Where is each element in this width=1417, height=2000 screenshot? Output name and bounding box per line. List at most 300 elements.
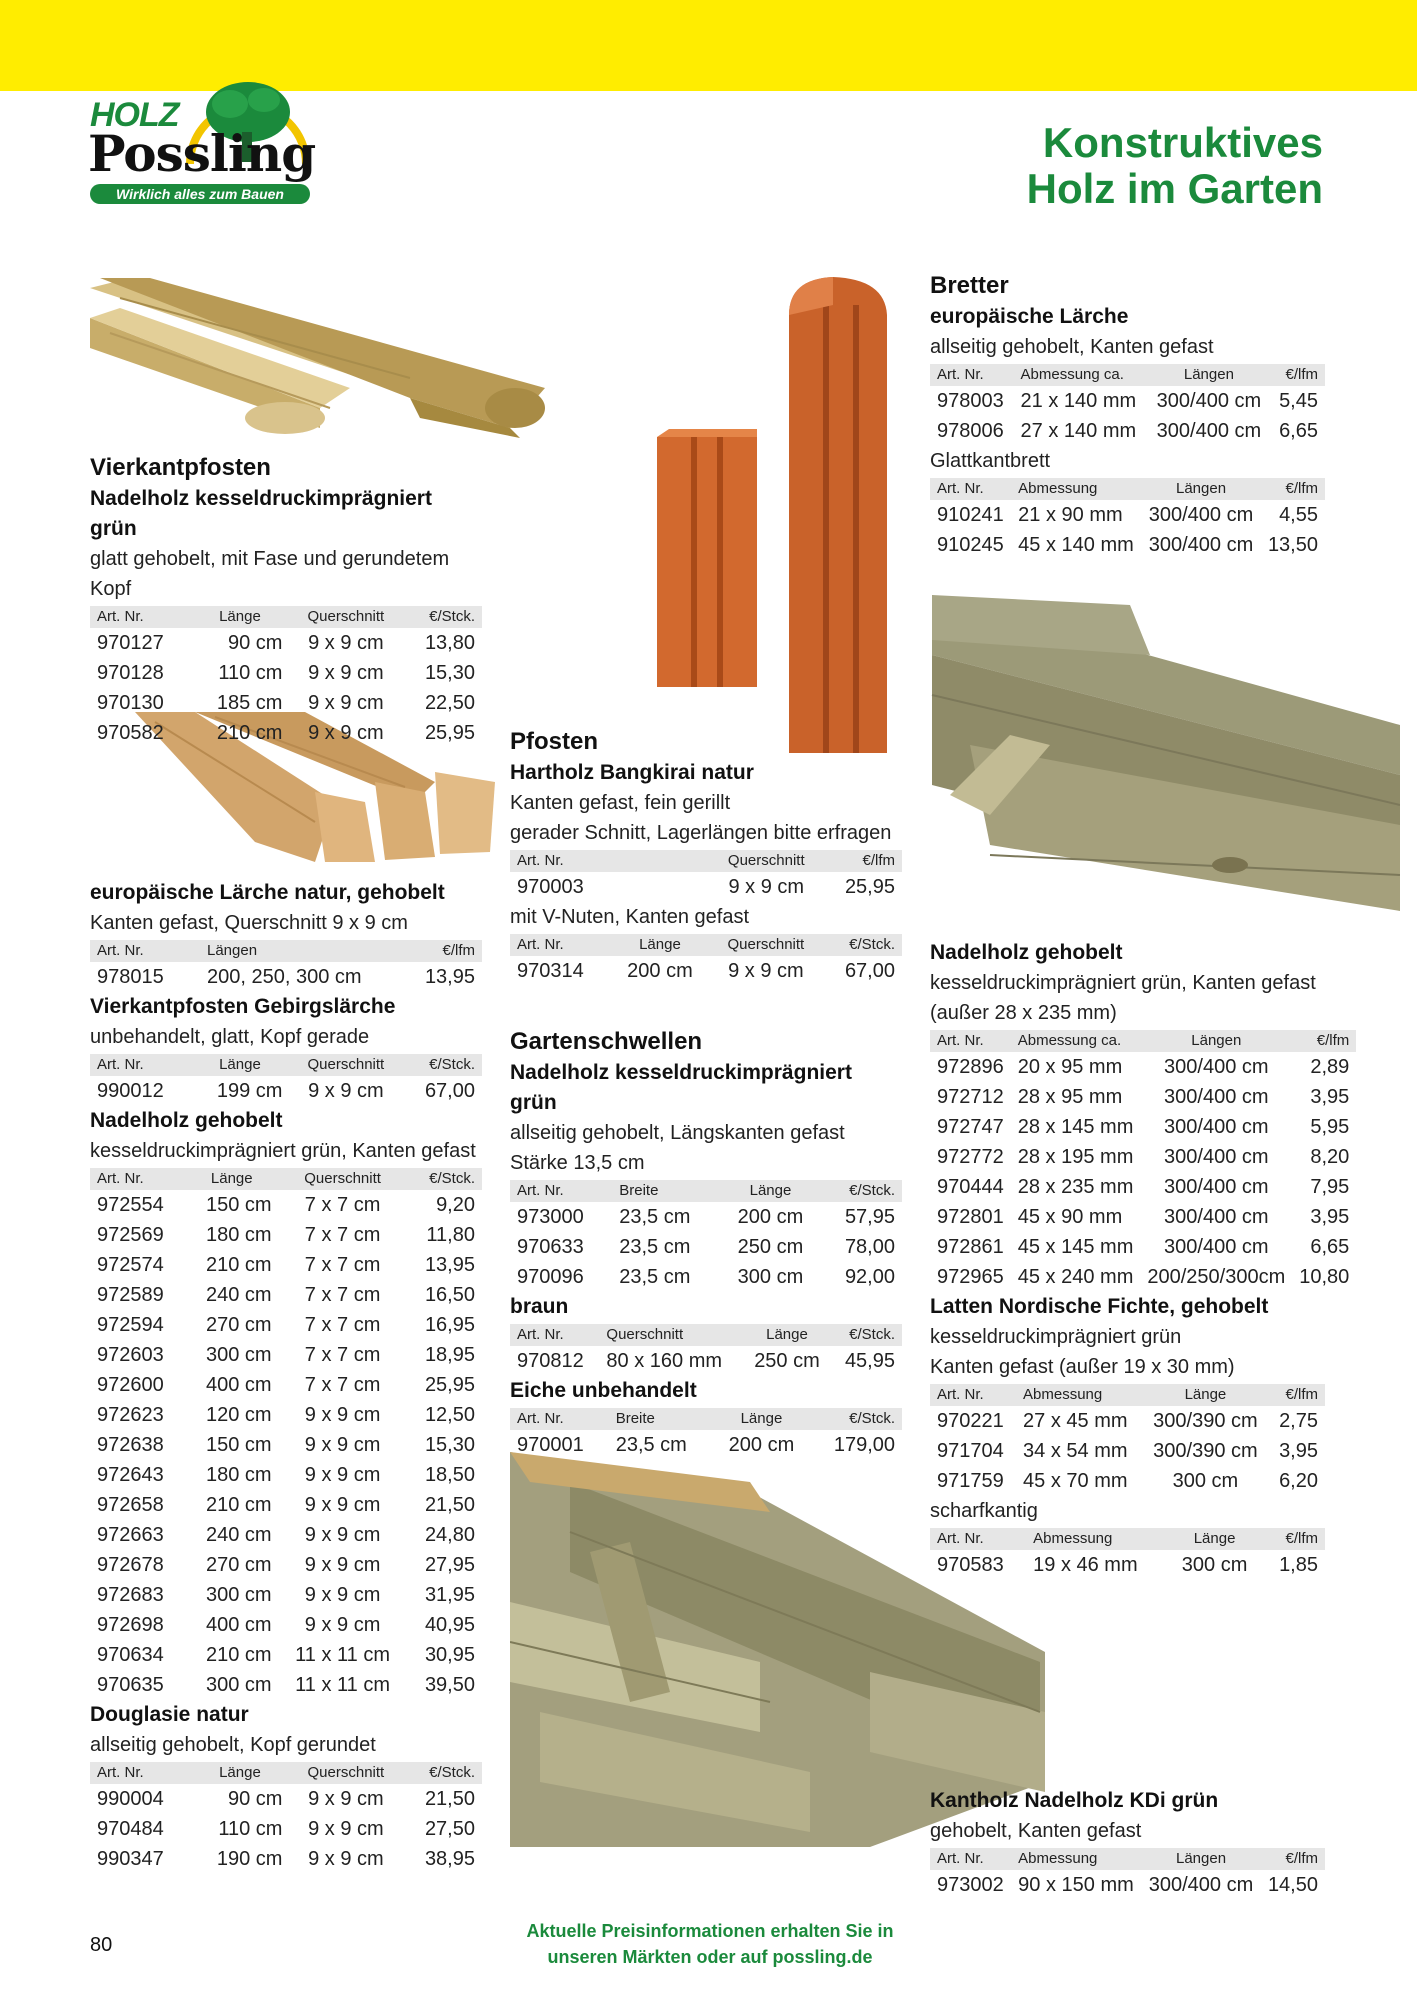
table-cell: 200 cm [737, 1206, 804, 1228]
price-table [930, 364, 1325, 446]
section-subtitle: Nadelholz kesseldruckimprägniert grün [90, 487, 432, 540]
table-cell: 45 x 145 mm [1017, 1236, 1134, 1258]
table-cell: 25,95 [424, 722, 475, 744]
header-cell: Länge [713, 1408, 810, 1430]
table-cell: 970221 [937, 1410, 1004, 1432]
table-cell: 300/390 cm [1153, 1440, 1258, 1462]
table-row [930, 386, 1325, 416]
header-cell: €/Stck. [822, 934, 902, 956]
bretter-image [930, 595, 1400, 911]
table-cell: 970444 [937, 1176, 1004, 1198]
table-cell: 210 cm [205, 1644, 272, 1666]
price-table [90, 606, 482, 748]
table-cell: 300 cm [1172, 1470, 1239, 1492]
table-cell: 300 cm [205, 1584, 272, 1606]
table-cell: 970003 [517, 876, 584, 898]
table-cell: 970583 [937, 1554, 1004, 1576]
table-cell: 972861 [937, 1236, 1004, 1258]
table-cell: 300/400 cm [1156, 390, 1262, 412]
table-cell: 972574 [97, 1254, 164, 1276]
table-cell: 972643 [97, 1464, 164, 1486]
table-cell: 9 x 9 cm [308, 632, 384, 654]
table-cell: 210 cm [216, 722, 283, 744]
section-title: Pfosten [510, 728, 599, 755]
table-cell: 34 x 54 mm [1023, 1440, 1128, 1462]
section-description: (außer 28 x 235 mm) [930, 1002, 1117, 1024]
table-header [90, 606, 482, 628]
kantholz-section [930, 1786, 1325, 1900]
table-cell: 13,80 [424, 632, 475, 654]
table-cell: 300 cm [737, 1266, 804, 1288]
table-cell: 300/400 cm [1148, 504, 1254, 526]
footer-line-2: unseren Märkten oder auf possling.de [547, 1947, 873, 1967]
page-number: 80 [90, 1934, 113, 1956]
table-cell: 970314 [517, 960, 584, 982]
table-cell: 400 cm [205, 1374, 272, 1396]
table-cell: 23,5 cm [619, 1206, 691, 1228]
table-cell: 190 cm [216, 1848, 283, 1870]
header-cell: €/lfm [1261, 478, 1325, 500]
table-header [90, 940, 482, 962]
table-cell: 200, 250, 300 cm [207, 966, 362, 988]
table-row [510, 1430, 902, 1460]
table-cell: 2,89 [1310, 1056, 1350, 1078]
section-subtitle: europäische Lärche [930, 305, 1129, 328]
header-cell: €/lfm [823, 850, 902, 872]
table-cell: 27 x 45 mm [1023, 1410, 1128, 1432]
table-row [90, 1370, 482, 1400]
table-cell: 970634 [97, 1644, 164, 1666]
table-cell: 18,50 [424, 1464, 475, 1486]
section-subtitle: Hartholz Bangkirai natur [510, 761, 754, 784]
table-cell: 16,50 [424, 1284, 475, 1306]
table-cell: 24,80 [424, 1524, 475, 1546]
table-row [930, 530, 1325, 560]
table-cell: 12,50 [424, 1404, 475, 1426]
table-cell: 200/250/300cm [1147, 1266, 1286, 1288]
table-cell: 973002 [937, 1874, 1004, 1896]
table-row [930, 1436, 1325, 1466]
header-cell: €/lfm [1261, 1848, 1325, 1870]
pfosten-image [655, 275, 895, 755]
header-cell: €/Stck. [402, 1762, 482, 1784]
table-cell: 7 x 7 cm [304, 1314, 381, 1336]
table-cell: 25,95 [424, 1374, 475, 1396]
header-cell: Art. Nr. [510, 1408, 609, 1430]
logo-holz: HOLZ [90, 96, 179, 134]
table-cell: 57,95 [844, 1206, 895, 1228]
header-cell: Längen [1141, 478, 1260, 500]
header-cell: €/Stck. [402, 1054, 482, 1076]
table-cell: 10,80 [1299, 1266, 1350, 1288]
price-table [90, 1168, 482, 1700]
table-header [930, 1384, 1325, 1406]
table-header [90, 1168, 482, 1190]
table-cell: 13,95 [424, 1254, 475, 1276]
possling-logo [86, 60, 316, 208]
table-cell: 990004 [97, 1788, 164, 1810]
table-row [510, 1262, 902, 1292]
table-cell: 910245 [937, 534, 1004, 556]
table-cell: 9 x 9 cm [308, 1788, 384, 1810]
table-cell: 972698 [97, 1614, 164, 1636]
table-cell: 92,00 [844, 1266, 895, 1288]
header-cell: Art. Nr. [510, 934, 610, 956]
section-subtitle: Vierkantpfosten Gebirgslärche [90, 995, 396, 1018]
section-description: unbehandelt, glatt, Kopf gerade [90, 1026, 370, 1048]
table-cell: 31,95 [424, 1584, 475, 1606]
header-cell: Art. Nr. [930, 1030, 1011, 1052]
table-cell: 67,00 [844, 960, 895, 982]
table-cell: 5,95 [1310, 1116, 1350, 1138]
table-cell: 15,30 [424, 662, 475, 684]
table-cell: 45 x 240 mm [1017, 1266, 1134, 1288]
header-cell: Art. Nr. [90, 606, 190, 628]
table-cell: 2,75 [1279, 1410, 1318, 1432]
header-cell: Länge [190, 1054, 289, 1076]
headline-line-1: Konstruktives [1042, 119, 1323, 166]
table-cell: 970635 [97, 1674, 164, 1696]
section-subtitle: Nadelholz gehobelt [930, 941, 1123, 964]
table-cell: 300/400 cm [1164, 1176, 1269, 1198]
header-cell: Art. Nr. [90, 940, 200, 962]
header-cell: Art. Nr. [510, 1324, 599, 1346]
table-cell: 970001 [517, 1434, 584, 1456]
table-cell: 300 cm [1181, 1554, 1248, 1576]
table-cell: 199 cm [216, 1080, 283, 1102]
table-header [930, 364, 1325, 386]
header-cell: Abmessung [1026, 1528, 1167, 1550]
table-row [930, 1870, 1325, 1900]
table-row [90, 1580, 482, 1610]
table-cell: 270 cm [205, 1314, 272, 1336]
section-description: Glattkantbrett [930, 450, 1051, 472]
table-cell: 972658 [97, 1494, 164, 1516]
header-cell: Längen [1141, 1848, 1260, 1870]
table-cell: 300/400 cm [1148, 1874, 1254, 1896]
header-cell: €/Stck. [831, 1324, 902, 1346]
table-cell: 9 x 9 cm [304, 1404, 381, 1426]
table-cell: 300/400 cm [1164, 1146, 1269, 1168]
table-row [930, 1172, 1356, 1202]
table-cell: 23,5 cm [615, 1434, 687, 1456]
header-cell: €/lfm [404, 940, 482, 962]
table-cell: 45 x 90 mm [1017, 1206, 1123, 1228]
table-cell: 90 cm [227, 632, 283, 654]
table-cell: 27,50 [424, 1818, 475, 1840]
header-cell: Länge [720, 1180, 821, 1202]
header-cell: Art. Nr. [930, 1848, 1011, 1870]
header-cell: Querschnitt [289, 606, 402, 628]
table-cell: 11 x 11 cm [295, 1644, 391, 1666]
table-row [930, 1550, 1325, 1580]
table-cell: 90 x 150 mm [1018, 1874, 1134, 1896]
table-cell: 40,95 [424, 1614, 475, 1636]
table-cell: 7 x 7 cm [304, 1194, 381, 1216]
table-row [90, 962, 482, 992]
table-row [930, 1082, 1356, 1112]
table-cell: 7 x 7 cm [304, 1224, 381, 1246]
table-cell: 972554 [97, 1194, 164, 1216]
table-row [510, 872, 902, 902]
table-cell: 9 x 9 cm [304, 1434, 381, 1456]
table-row [90, 1490, 482, 1520]
section-description: Kanten gefast (außer 19 x 30 mm) [930, 1356, 1235, 1378]
header-cell: Art. Nr. [930, 364, 1014, 386]
header-cell: Länge [1142, 1384, 1268, 1406]
header-cell: Längen [1148, 364, 1271, 386]
table-cell: 300/400 cm [1164, 1116, 1269, 1138]
header-cell: Art. Nr. [90, 1762, 190, 1784]
table-header [930, 1848, 1325, 1870]
price-table [930, 1528, 1325, 1580]
table-row [930, 1112, 1356, 1142]
table-row [90, 1190, 482, 1220]
section-subtitle: Douglasie natur [90, 1703, 249, 1726]
table-cell: 9 x 9 cm [304, 1584, 381, 1606]
table-cell: 28 x 195 mm [1017, 1146, 1134, 1168]
table-cell: 9,20 [436, 1194, 475, 1216]
table-header [510, 1408, 902, 1430]
table-cell: 270 cm [205, 1554, 272, 1576]
table-row [930, 1262, 1356, 1292]
section-subtitle: Kantholz Nadelholz KDi grün [930, 1789, 1219, 1812]
table-cell: 180 cm [205, 1224, 272, 1246]
table-row [90, 718, 482, 748]
table-cell: 978003 [937, 390, 1004, 412]
table-cell: 21 x 140 mm [1020, 390, 1137, 412]
table-row [510, 1232, 902, 1262]
header-cell: €/lfm [1269, 1384, 1325, 1406]
table-cell: 9 x 9 cm [728, 960, 804, 982]
section-description: allseitig gehobelt, Kopf gerundet [90, 1734, 376, 1756]
price-table [510, 850, 902, 902]
section-description: gerader Schnitt, Lagerlängen bitte erfragen [510, 822, 892, 844]
table-row [90, 658, 482, 688]
table-header [930, 1030, 1356, 1052]
table-cell: 970127 [97, 632, 164, 654]
table-cell: 972683 [97, 1584, 164, 1606]
table-row [90, 1844, 482, 1874]
table-row [90, 1814, 482, 1844]
header-cell: €/lfm [1270, 364, 1325, 386]
table-cell: 970633 [517, 1236, 584, 1258]
table-cell: 38,95 [424, 1848, 475, 1870]
table-cell: 972569 [97, 1224, 164, 1246]
table-cell: 6,20 [1279, 1470, 1318, 1492]
table-row [90, 1520, 482, 1550]
table-cell: 972589 [97, 1284, 164, 1306]
table-row [510, 1346, 902, 1376]
table-cell: 7 x 7 cm [304, 1344, 381, 1366]
table-cell: 972600 [97, 1374, 164, 1396]
header-cell: Länge [743, 1324, 831, 1346]
header-cell: Querschnitt [710, 850, 823, 872]
table-row [90, 1400, 482, 1430]
table-cell: 300 cm [205, 1344, 272, 1366]
table-cell: 990347 [97, 1848, 164, 1870]
price-table [90, 1054, 482, 1106]
table-cell: 7,95 [1310, 1176, 1350, 1198]
table-cell: 39,50 [424, 1674, 475, 1696]
header-cell: Länge [610, 934, 709, 956]
header-cell: Abmessung [1016, 1384, 1142, 1406]
table-cell: 110 cm [218, 1818, 283, 1840]
logo-name: Possling [88, 124, 316, 183]
table-row [930, 1142, 1356, 1172]
table-cell: 150 cm [205, 1194, 272, 1216]
table-cell: 240 cm [205, 1284, 272, 1306]
header-cell: Art. Nr. [90, 1168, 185, 1190]
header-cell: Längen [1140, 1030, 1292, 1052]
table-cell: 4,55 [1279, 504, 1318, 526]
table-cell: 120 cm [205, 1404, 272, 1426]
table-cell: 7 x 7 cm [304, 1254, 381, 1276]
table-cell: 240 cm [205, 1524, 272, 1546]
table-cell: 972663 [97, 1524, 164, 1546]
header-cell: €/Stck. [810, 1408, 902, 1430]
table-cell: 9 x 9 cm [304, 1554, 381, 1576]
table-cell: 972747 [937, 1116, 1004, 1138]
gartenschwellen-section [510, 1026, 902, 1460]
header-cell: Abmessung ca. [1014, 364, 1148, 386]
bretter-section [930, 270, 1325, 560]
header-cell: €/lfm [1262, 1528, 1325, 1550]
table-cell: 21 x 90 mm [1018, 504, 1123, 526]
table-row [930, 1052, 1356, 1082]
table-row [510, 956, 902, 986]
price-table [930, 478, 1325, 560]
table-cell: 300/400 cm [1148, 534, 1254, 556]
section-description: Kanten gefast, fein gerillt [510, 792, 731, 814]
table-cell: 45 x 70 mm [1023, 1470, 1128, 1492]
section-subtitle: braun [510, 1295, 569, 1318]
table-cell: 16,95 [424, 1314, 475, 1336]
table-cell: 7 x 7 cm [304, 1374, 381, 1396]
table-header [930, 1528, 1325, 1550]
section-description: kesseldruckimprägniert grün, Kanten gefast [930, 972, 1316, 994]
table-cell: 972712 [937, 1086, 1004, 1108]
table-cell: 11,80 [426, 1224, 475, 1246]
header-cell: Art. Nr. [90, 1054, 190, 1076]
header-cell: Abmessung [1011, 478, 1141, 500]
left-column-lower [90, 878, 482, 1874]
table-cell: 9 x 9 cm [308, 1848, 384, 1870]
header-cell: €/Stck. [821, 1180, 902, 1202]
section-title: Gartenschwellen [510, 1028, 703, 1055]
vierkantpfosten-section [90, 452, 482, 748]
table-cell: 970582 [97, 722, 164, 744]
table-cell: 179,00 [833, 1434, 895, 1456]
section-description: Stärke 13,5 cm [510, 1152, 645, 1174]
table-cell: 5,45 [1279, 390, 1318, 412]
table-header [930, 478, 1325, 500]
table-header [510, 1180, 902, 1202]
header-cell: Länge [190, 606, 289, 628]
table-cell: 7 x 7 cm [304, 1284, 381, 1306]
table-cell: 22,50 [424, 692, 475, 714]
section-subtitle: Eiche unbehandelt [510, 1379, 697, 1402]
footer-line-1: Aktuelle Preisinformationen erhalten Sie in [526, 1921, 894, 1941]
table-row [930, 500, 1325, 530]
table-header [90, 1054, 482, 1076]
table-cell: 6,65 [1310, 1236, 1350, 1258]
table-row [90, 1220, 482, 1250]
table-cell: 972965 [937, 1266, 1004, 1288]
table-row [510, 1202, 902, 1232]
section-description: allseitig gehobelt, Längskanten gefast [510, 1122, 845, 1144]
table-row [90, 1784, 482, 1814]
vierkantpfosten-image [90, 278, 545, 440]
price-table [510, 1180, 902, 1292]
table-cell: 9 x 9 cm [728, 876, 805, 898]
table-cell: 200 cm [728, 1434, 795, 1456]
table-cell: 18,95 [424, 1344, 475, 1366]
header-cell: Abmessung ca. [1011, 1030, 1141, 1052]
table-cell: 970130 [97, 692, 164, 714]
table-cell: 25,95 [844, 876, 895, 898]
table-row [90, 688, 482, 718]
table-cell: 972772 [937, 1146, 1004, 1168]
table-cell: 400 cm [205, 1614, 272, 1636]
table-cell: 972801 [937, 1206, 1004, 1228]
table-cell: 3,95 [1310, 1086, 1350, 1108]
table-cell: 28 x 95 mm [1017, 1086, 1123, 1108]
table-cell: 19 x 46 mm [1033, 1554, 1138, 1576]
header-cell: Längen [200, 940, 404, 962]
footer-note [480, 1918, 940, 1970]
table-cell: 300/400 cm [1156, 420, 1262, 442]
header-cell: Querschnitt [599, 1324, 743, 1346]
table-row [90, 1076, 482, 1106]
header-cell: Querschnitt [279, 1168, 407, 1190]
table-cell: 978006 [937, 420, 1004, 442]
table-row [90, 1340, 482, 1370]
page-headline [1027, 120, 1323, 212]
table-row [90, 1280, 482, 1310]
table-cell: 3,95 [1279, 1440, 1318, 1462]
table-cell: 250 cm [737, 1236, 804, 1258]
section-description: scharfkantig [930, 1500, 1038, 1522]
table-row [930, 416, 1325, 446]
table-row [90, 1430, 482, 1460]
table-cell: 14,50 [1267, 1874, 1318, 1896]
table-cell: 300/400 cm [1164, 1206, 1269, 1228]
table-cell: 9 x 9 cm [304, 1464, 381, 1486]
table-row [90, 1670, 482, 1700]
table-cell: 990012 [97, 1080, 164, 1102]
header-cell: Querschnitt [289, 1054, 402, 1076]
price-table [90, 940, 482, 992]
table-cell: 970484 [97, 1818, 164, 1840]
table-cell: 13,95 [424, 966, 475, 988]
table-cell: 21,50 [424, 1788, 475, 1810]
table-cell: 3,95 [1310, 1206, 1350, 1228]
table-cell: 970812 [517, 1350, 584, 1372]
table-cell: 972594 [97, 1314, 164, 1336]
price-table [510, 1324, 902, 1376]
table-row [930, 1406, 1325, 1436]
table-row [90, 1640, 482, 1670]
section-description: kesseldruckimprägniert grün, Kanten gefast [90, 1140, 476, 1162]
table-cell: 15,30 [424, 1434, 475, 1456]
section-title: Bretter [930, 272, 1009, 299]
table-cell: 971759 [937, 1470, 1004, 1492]
table-cell: 23,5 cm [619, 1236, 691, 1258]
table-row [90, 1610, 482, 1640]
table-cell: 13,50 [1267, 534, 1318, 556]
table-row [930, 1232, 1356, 1262]
